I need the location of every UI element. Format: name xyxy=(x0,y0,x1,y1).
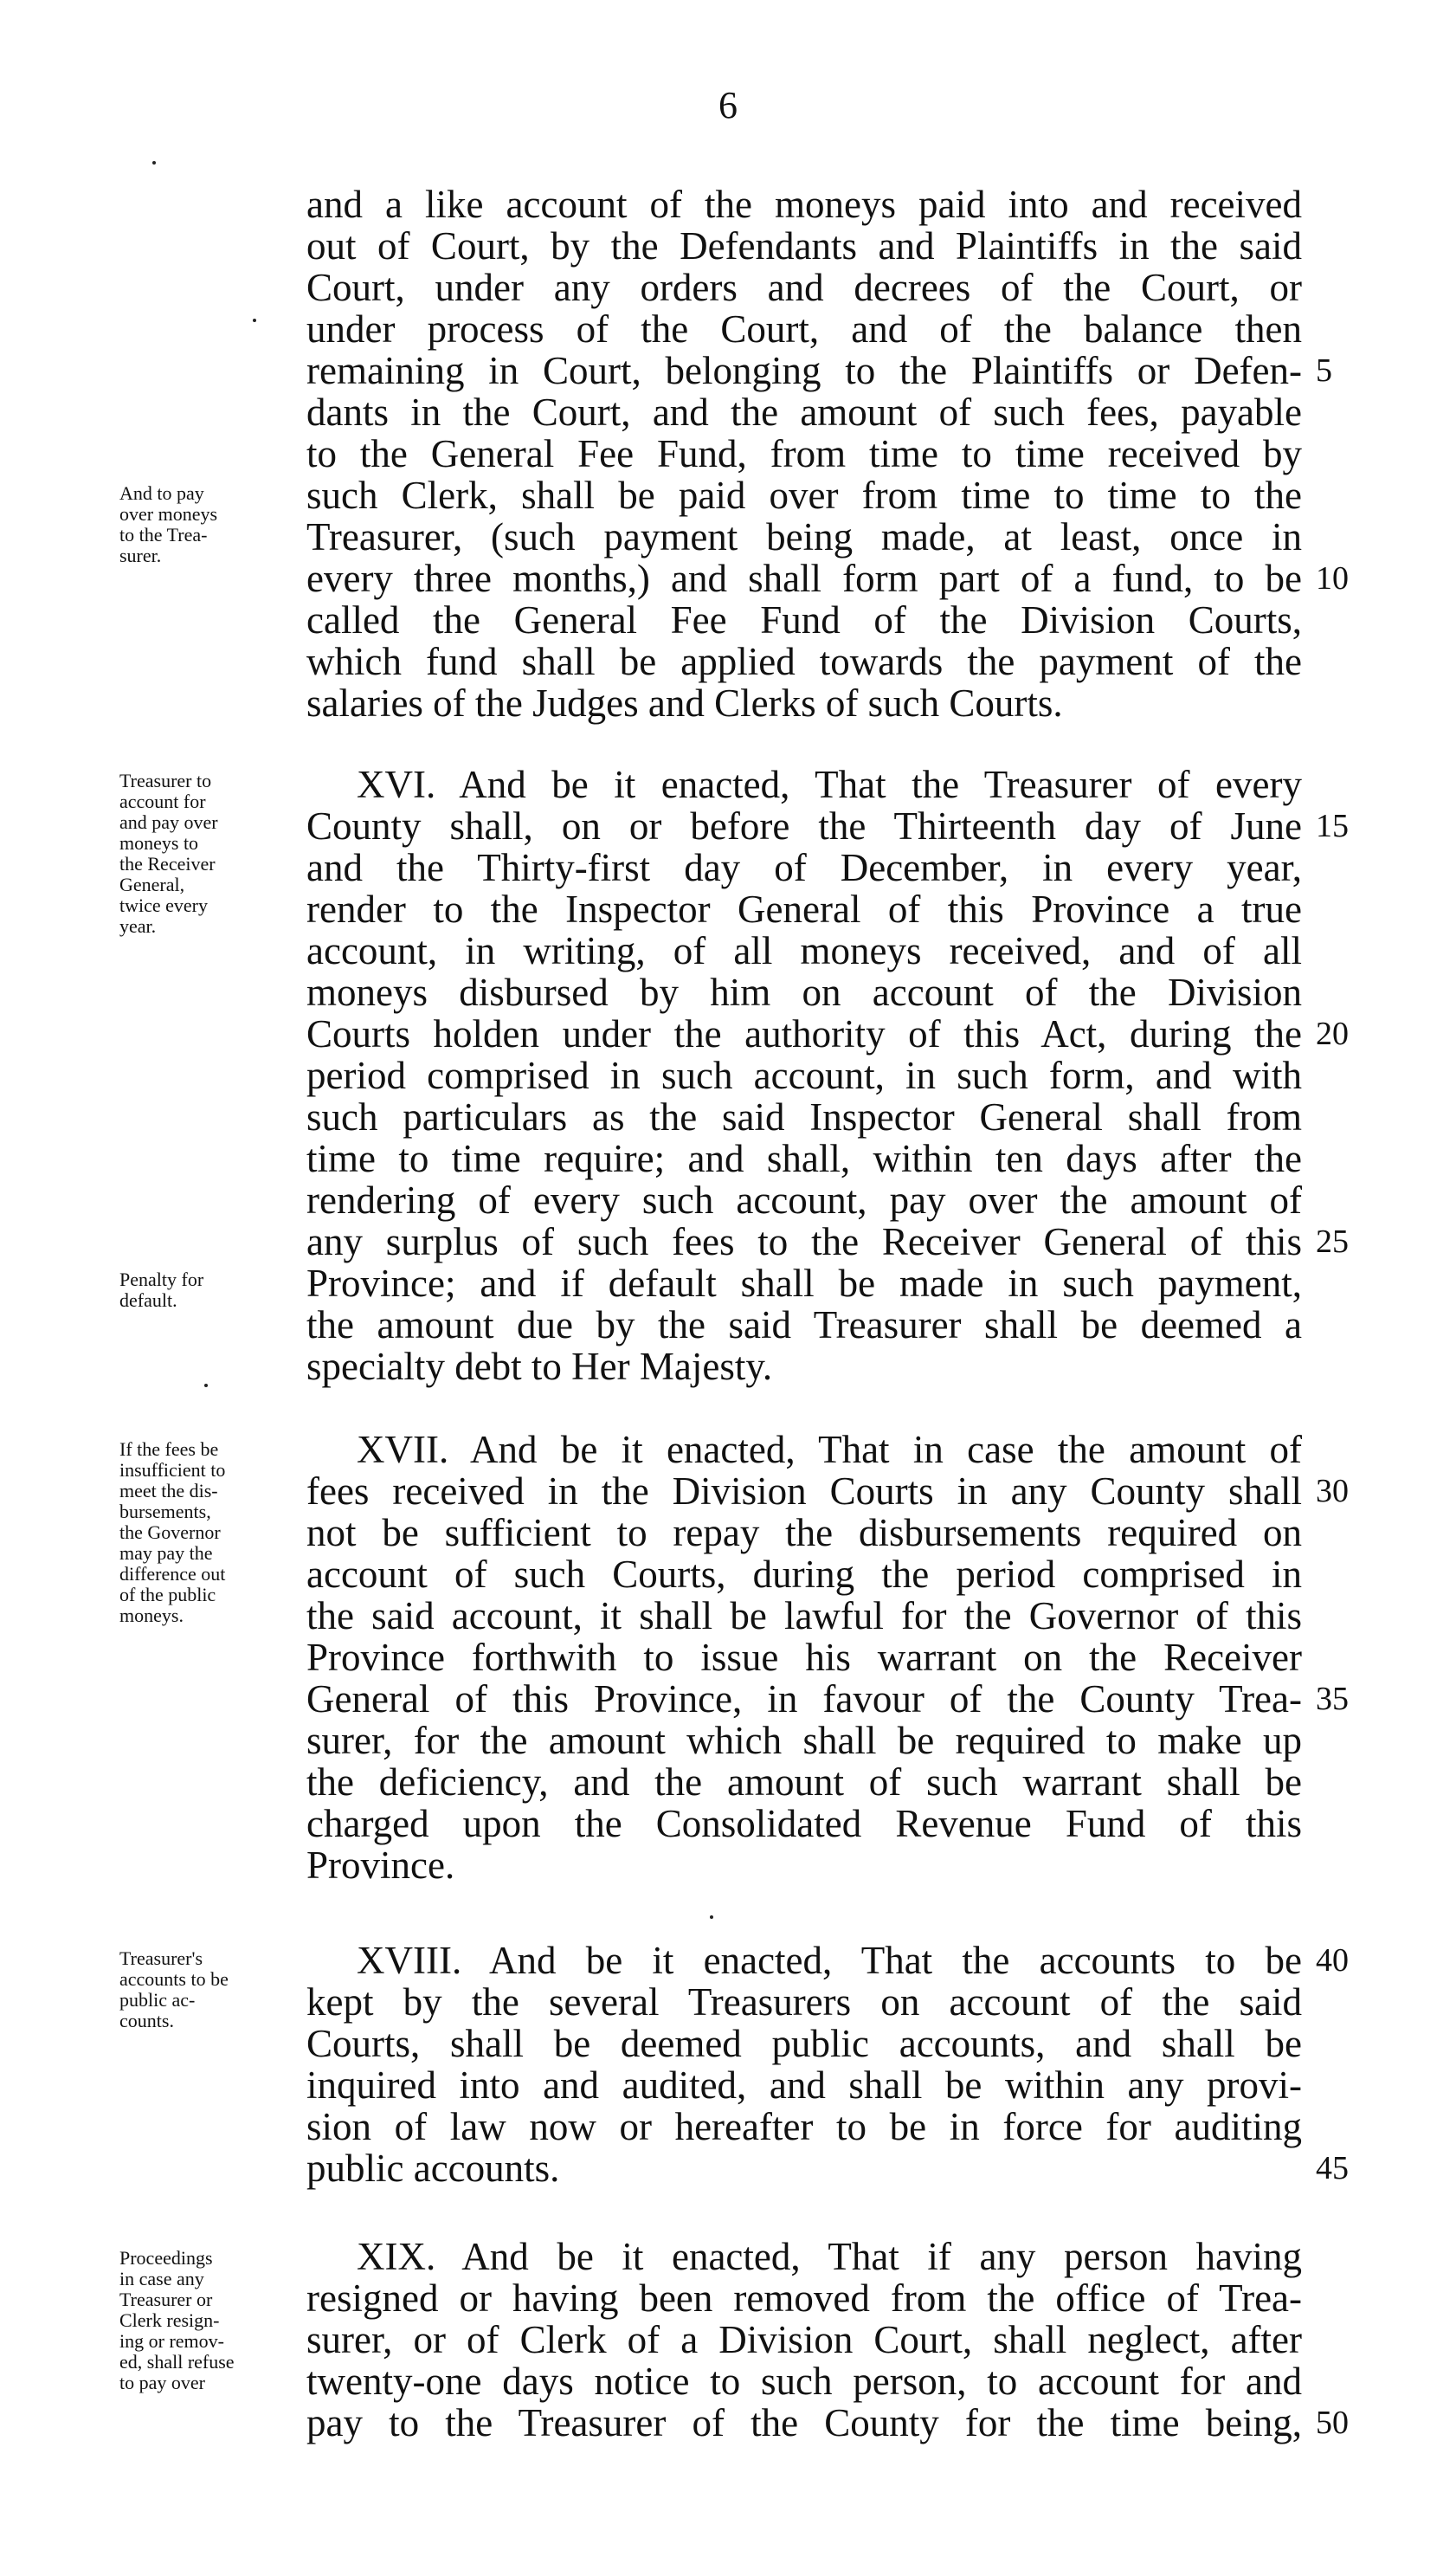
text-line: surer, or of Clerk of a Division Court, shall neglect, after xyxy=(306,2318,1302,2361)
text-line: every three months,) and shall form part of a fund, to be xyxy=(306,557,1302,600)
text-line: the said account, it shall be lawful for the Governor of this xyxy=(306,1594,1302,1637)
margin-note-line: of the public xyxy=(119,1584,216,1605)
margin-note-line: account for xyxy=(119,791,206,812)
text-line: XVIII. And be it enacted, That the accounts to be xyxy=(357,1939,1302,1982)
text-line: Province forthwith to issue his warrant on the Receiver xyxy=(306,1636,1302,1679)
text-line: Courts holden under the authority of this Act, during the xyxy=(306,1012,1302,1056)
text-line: time to time require; and shall, within ten days after the xyxy=(306,1137,1302,1180)
margin-note-line: in case any xyxy=(119,2268,204,2289)
print-speck xyxy=(152,161,156,165)
text-line: specialty debt to Her Majesty. xyxy=(306,1345,773,1388)
text-line: not be sufficient to repay the disbursements required on xyxy=(306,1511,1302,1554)
text-line: render to the Inspector General of this Province a true xyxy=(306,888,1302,931)
text-line: account of such Courts, during the period comprised in xyxy=(306,1553,1302,1596)
line-number: 50 xyxy=(1316,2405,1349,2441)
line-number: 15 xyxy=(1316,808,1349,844)
text-line: salaries of the Judges and Clerks of such Courts. xyxy=(306,681,1063,725)
text-line: and the Thirty-first day of December, in every year, xyxy=(306,846,1302,889)
text-line: such Clerk, shall be paid over from time to time to the xyxy=(306,474,1302,517)
text-line: pay to the Treasurer of the County for the time being, xyxy=(306,2401,1302,2444)
margin-note-line: default. xyxy=(119,1289,177,1311)
margin-note-line: And to pay xyxy=(119,482,204,504)
text-line: XVII. And be it enacted, That in case the amount of xyxy=(357,1428,1302,1471)
margin-note-line: accounts to be xyxy=(119,1968,229,1990)
text-line: Province; and if default shall be made in such payment, xyxy=(306,1262,1302,1305)
line-number: 45 xyxy=(1316,2150,1349,2186)
margin-note-line: may pay the xyxy=(119,1542,213,1564)
text-line: Courts, shall be deemed public accounts, and shall be xyxy=(306,2022,1302,2065)
line-number: 25 xyxy=(1316,1224,1349,1260)
text-line: Treasurer, (such payment being made, at least, once in xyxy=(306,515,1302,559)
line-number: 5 xyxy=(1316,352,1332,389)
text-line: moneys disbursed by him on account of the Division xyxy=(306,971,1302,1014)
margin-note-line: meet the dis- xyxy=(119,1480,218,1501)
margin-note-line: to the Trea- xyxy=(119,524,208,546)
text-line: public accounts. xyxy=(306,2147,560,2190)
margin-note-line: the Governor xyxy=(119,1521,221,1543)
margin-note-line: If the fees be xyxy=(119,1438,219,1460)
margin-note-line: over moneys xyxy=(119,503,218,525)
text-line: XVI. And be it enacted, That the Treasurer of every xyxy=(357,763,1302,806)
margin-note-line: moneys. xyxy=(119,1605,184,1626)
text-line: XIX. And be it enacted, That if any person having xyxy=(357,2235,1302,2278)
margin-note-line: public ac- xyxy=(119,1989,196,2011)
line-number: 10 xyxy=(1316,560,1349,597)
text-line: resigned or having been removed from the office of Trea- xyxy=(306,2276,1302,2320)
margin-note-line: Proceedings xyxy=(119,2247,213,2269)
margin-note-line: insufficient to xyxy=(119,1459,226,1481)
text-line: out of Court, by the Defendants and Plaintiffs in the said xyxy=(306,224,1302,268)
text-line: called the General Fee Fund of the Division Courts, xyxy=(306,598,1302,642)
text-line: rendering of every such account, pay over the amount of xyxy=(306,1178,1302,1222)
margin-note-line: counts. xyxy=(119,2010,174,2031)
margin-note-line: twice every xyxy=(119,894,208,916)
margin-note-line: year. xyxy=(119,915,157,937)
text-line: such particulars as the said Inspector General shall from xyxy=(306,1095,1302,1139)
text-line: to the General Fee Fund, from time to time received by xyxy=(306,432,1302,475)
margin-note-line: ing or remov- xyxy=(119,2330,224,2352)
text-line: period comprised in such account, in such form, and with xyxy=(306,1054,1302,1097)
text-line: under process of the Court, and of the balance then xyxy=(306,307,1302,351)
text-line: the deficiency, and the amount of such warrant shall be xyxy=(306,1760,1302,1804)
page-number: 6 xyxy=(718,84,738,126)
line-number: 35 xyxy=(1316,1681,1349,1717)
text-line: Province. xyxy=(306,1844,455,1887)
line-number: 20 xyxy=(1316,1016,1349,1052)
line-number: 30 xyxy=(1316,1473,1349,1509)
text-line: remaining in Court, belonging to the Plaintiffs or Defen- xyxy=(306,349,1302,392)
text-line: dants in the Court, and the amount of such fees, payable xyxy=(306,391,1302,434)
margin-note-line: the Receiver xyxy=(119,853,216,875)
margin-note-line: and pay over xyxy=(119,811,218,833)
margin-note-line: Treasurer's xyxy=(119,1947,203,1969)
margin-note-line: to pay over xyxy=(119,2372,205,2393)
margin-note-line: Treasurer or xyxy=(119,2289,213,2310)
text-line: and a like account of the moneys paid into and received xyxy=(306,183,1302,226)
margin-note-line: General, xyxy=(119,874,185,895)
margin-note-line: moneys to xyxy=(119,832,199,854)
text-line: kept by the several Treasurers on account of the said xyxy=(306,1980,1302,2024)
text-line: account, in writing, of all moneys received, and of all xyxy=(306,929,1302,972)
text-line: Court, under any orders and decrees of the Court, or xyxy=(306,266,1302,309)
print-speck xyxy=(253,319,256,322)
margin-note-line: Penalty for xyxy=(119,1269,204,1290)
text-line: surer, for the amount which shall be required to make up xyxy=(306,1719,1302,1762)
line-number: 40 xyxy=(1316,1942,1349,1979)
margin-note-line: Clerk resign- xyxy=(119,2309,220,2331)
text-line: General of this Province, in favour of the County Trea- xyxy=(306,1677,1302,1721)
text-line: charged upon the Consolidated Revenue Fund of this xyxy=(306,1802,1302,1845)
text-line: fees received in the Division Courts in any County shall xyxy=(306,1469,1302,1513)
margin-note-line: Treasurer to xyxy=(119,770,212,791)
text-line: sion of law now or hereafter to be in force for auditing xyxy=(306,2105,1302,2148)
text-line: which fund shall be applied towards the payment of the xyxy=(306,640,1302,683)
margin-note-line: difference out xyxy=(119,1563,226,1585)
margin-note-line: surer. xyxy=(119,545,162,566)
print-speck xyxy=(710,1915,713,1919)
margin-note-line: ed, shall refuse xyxy=(119,2351,235,2373)
margin-note-line: bursements, xyxy=(119,1501,211,1522)
print-speck xyxy=(204,1384,208,1387)
text-line: County shall, on or before the Thirteenth day of June xyxy=(306,804,1302,848)
text-line: the amount due by the said Treasurer shall be deemed a xyxy=(306,1303,1302,1346)
text-line: twenty-one days notice to such person, to account for and xyxy=(306,2360,1302,2403)
text-line: any surplus of such fees to the Receiver General of this xyxy=(306,1220,1302,1263)
text-line: inquired into and audited, and shall be within any provi- xyxy=(306,2063,1302,2107)
